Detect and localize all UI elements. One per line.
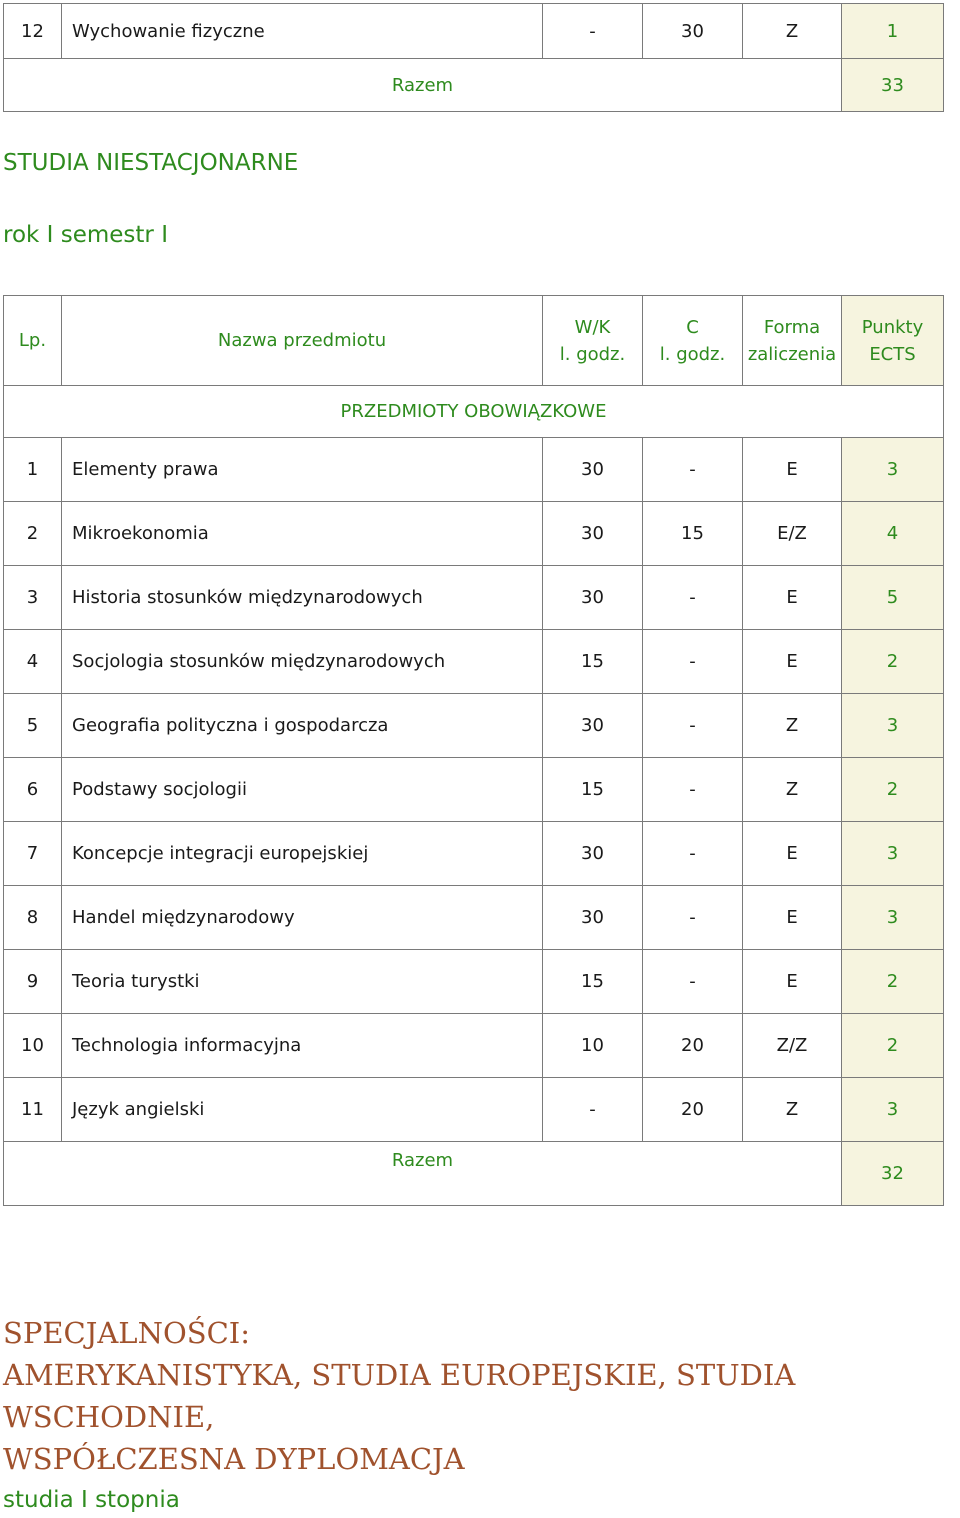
- header-row: [4, 296, 944, 386]
- table-row: [4, 822, 944, 886]
- cell-forma: E: [743, 630, 842, 694]
- cell-ects: 2: [842, 950, 944, 1014]
- header-wk: [543, 296, 643, 386]
- cell-ects: 3: [842, 1078, 944, 1142]
- cell-name: Socjologia stosunków międzynarodowych: [62, 630, 543, 694]
- cell-name: Technologia informacyjna: [62, 1014, 543, 1078]
- cell-forma: E: [743, 950, 842, 1014]
- row-forma: Z: [743, 4, 842, 59]
- table-row: [4, 1078, 944, 1142]
- cell-ects: 2: [842, 1014, 944, 1078]
- specializations-label: SPECJALNOŚCI:: [3, 1316, 250, 1350]
- cell-forma: Z: [743, 1078, 842, 1142]
- cell-c: 20: [643, 1014, 743, 1078]
- table-row: [4, 502, 944, 566]
- specializations-block: [3, 1312, 958, 1480]
- total-label: Razem: [4, 1142, 842, 1206]
- total-row: [4, 59, 944, 112]
- table-row: [4, 630, 944, 694]
- total-ects: 33: [842, 59, 944, 112]
- group-label: PRZEDMIOTY OBOWIĄZKOWE: [4, 386, 944, 438]
- header-ects-line2: ECTS: [869, 343, 916, 365]
- cell-forma: Z: [743, 758, 842, 822]
- cell-ects: 2: [842, 630, 944, 694]
- row-ects: 1: [842, 4, 944, 59]
- cell-ects: 3: [842, 886, 944, 950]
- cell-c: -: [643, 630, 743, 694]
- cell-lp: 1: [4, 438, 62, 502]
- cell-c: -: [643, 694, 743, 758]
- cell-lp: 10: [4, 1014, 62, 1078]
- header-forma-line2: zaliczenia: [747, 343, 837, 365]
- cell-name: Handel międzynarodowy: [62, 886, 543, 950]
- row-lp: 12: [4, 4, 62, 59]
- cell-lp: 11: [4, 1078, 62, 1142]
- cell-lp: 7: [4, 822, 62, 886]
- table-row: [4, 886, 944, 950]
- cell-name: Teoria turystki: [62, 950, 543, 1014]
- cell-wk: 15: [543, 758, 643, 822]
- cell-ects: 3: [842, 694, 944, 758]
- cell-name: Podstawy socjologii: [62, 758, 543, 822]
- total-ects: 32: [842, 1142, 944, 1206]
- table-row: [4, 694, 944, 758]
- header-wk-line2: l. godz.: [559, 343, 626, 365]
- cell-wk: 15: [543, 950, 643, 1014]
- cell-forma: Z/Z: [743, 1014, 842, 1078]
- cell-wk: 30: [543, 566, 643, 630]
- cell-forma: E: [743, 886, 842, 950]
- header-lp: Lp.: [4, 296, 62, 386]
- header-c-line1: C: [686, 316, 699, 338]
- cell-wk: 30: [543, 822, 643, 886]
- cell-c: -: [643, 566, 743, 630]
- header-ects: [842, 296, 944, 386]
- header-name: Nazwa przedmiotu: [62, 296, 543, 386]
- cell-wk: 30: [543, 694, 643, 758]
- cell-name: Język angielski: [62, 1078, 543, 1142]
- cell-ects: 5: [842, 566, 944, 630]
- cell-lp: 6: [4, 758, 62, 822]
- cell-wk: 10: [543, 1014, 643, 1078]
- cell-lp: 5: [4, 694, 62, 758]
- header-c-line2: l. godz.: [659, 343, 726, 365]
- main-table: [3, 295, 944, 1206]
- total-label: Razem: [4, 59, 842, 112]
- table-row: [4, 1014, 944, 1078]
- cell-c: -: [643, 758, 743, 822]
- cell-forma: E: [743, 566, 842, 630]
- cell-c: -: [643, 438, 743, 502]
- table-row: [4, 950, 944, 1014]
- table-row: [4, 758, 944, 822]
- cell-wk: 30: [543, 438, 643, 502]
- cell-wk: 15: [543, 630, 643, 694]
- cell-lp: 2: [4, 502, 62, 566]
- cell-name: Historia stosunków międzynarodowych: [62, 566, 543, 630]
- header-c: [643, 296, 743, 386]
- top-table: [3, 3, 944, 112]
- cell-name: Elementy prawa: [62, 438, 543, 502]
- cell-c: -: [643, 822, 743, 886]
- cell-c: -: [643, 886, 743, 950]
- header-wk-line1: W/K: [574, 316, 611, 338]
- row-c: 30: [643, 4, 743, 59]
- header-forma-line1: Forma: [763, 316, 821, 338]
- cell-name: Mikroekonomia: [62, 502, 543, 566]
- header-ects-line1: Punkty: [861, 316, 924, 338]
- row-name: Wychowanie fizyczne: [62, 4, 543, 59]
- header-forma: [743, 296, 842, 386]
- cell-lp: 8: [4, 886, 62, 950]
- cell-ects: 4: [842, 502, 944, 566]
- table-row: [4, 566, 944, 630]
- cell-wk: 30: [543, 502, 643, 566]
- total-row: [4, 1142, 944, 1206]
- cell-lp: 9: [4, 950, 62, 1014]
- cell-forma: E: [743, 822, 842, 886]
- cell-ects: 2: [842, 758, 944, 822]
- footer-title: studia I stopnia: [3, 1487, 180, 1513]
- cell-lp: 3: [4, 566, 62, 630]
- cell-lp: 4: [4, 630, 62, 694]
- cell-name: Koncepcje integracji europejskiej: [62, 822, 543, 886]
- cell-c: 20: [643, 1078, 743, 1142]
- specializations-line1: AMERYKANISTYKA, STUDIA EUROPEJSKIE, STUDIA WSCHODNIE,: [3, 1358, 796, 1434]
- semester-title: rok I semestr I: [3, 222, 168, 248]
- group-row: [4, 386, 944, 438]
- section-title: STUDIA NIESTACJONARNE: [3, 150, 299, 176]
- cell-forma: E: [743, 438, 842, 502]
- cell-forma: Z: [743, 694, 842, 758]
- cell-c: 15: [643, 502, 743, 566]
- table-row: [4, 4, 944, 59]
- specializations-line2: WSPÓŁCZESNA DYPLOMACJA: [3, 1442, 465, 1476]
- table-row: [4, 438, 944, 502]
- cell-ects: 3: [842, 438, 944, 502]
- cell-name: Geografia polityczna i gospodarcza: [62, 694, 543, 758]
- cell-forma: E/Z: [743, 502, 842, 566]
- row-wk: -: [543, 4, 643, 59]
- cell-wk: 30: [543, 886, 643, 950]
- cell-ects: 3: [842, 822, 944, 886]
- cell-c: -: [643, 950, 743, 1014]
- cell-wk: -: [543, 1078, 643, 1142]
